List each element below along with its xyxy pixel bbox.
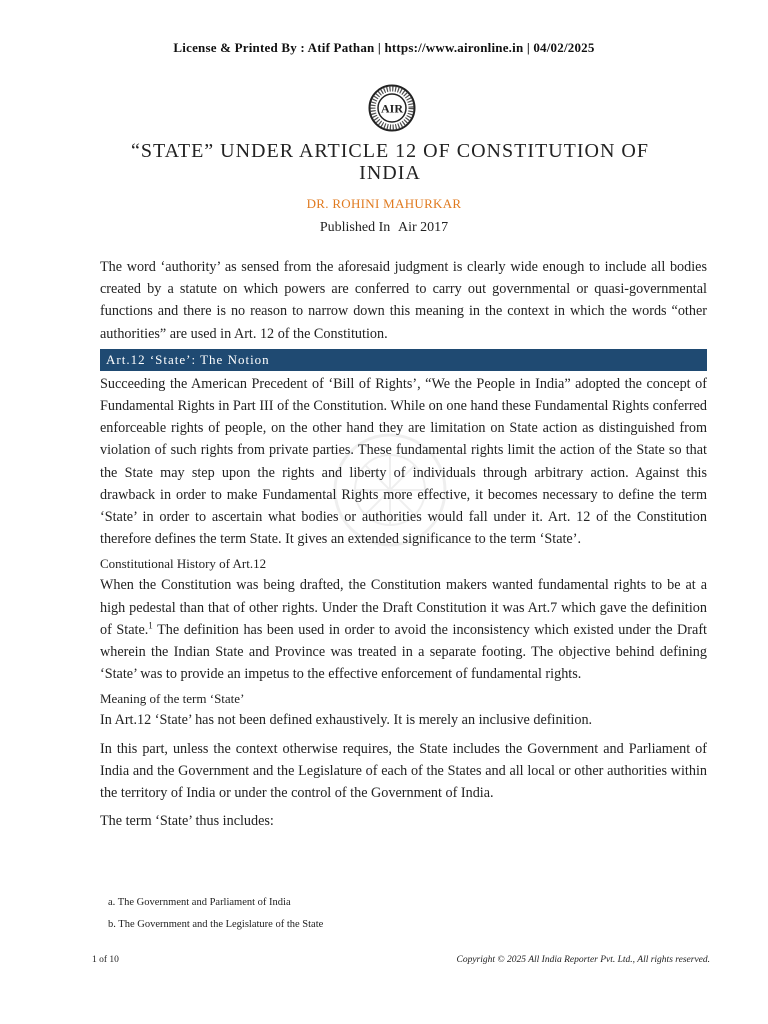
- logo-text: AIR: [380, 101, 404, 116]
- paragraph-definition: In this part, unless the context otherwise requires, the State includes the Government and Parliament of India and the Government and the Legislature of each of the States and all local or other authorities within the territory of India or under the control of the Government of India.: [100, 740, 707, 802]
- published-in: [0, 220, 768, 236]
- section-heading-banner: Art.12 ‘State’: The Notion: [100, 349, 707, 371]
- page-number: 1 of 10: [92, 955, 119, 965]
- paragraph-includes: The term ‘State’ thus includes:: [100, 813, 274, 830]
- article-body: [100, 256, 707, 832]
- paragraph-notion: Succeeding the American Precedent of ‘Bill of Rights’, “We the People in India” adopted the concept of Fundamental Rights in Part III of the Constitution. While on one hand these Fundamental Rights conferred enforceable rights of people, on the other hand they are limitation on State action as distinguished from violation of such rights from private parties. These fundamental rights limit the action of the State so that the State may step upon the rights and liberty of individuals through arbitrary action. Against this drawback in order to make Fundamental Rights more effective, it becomes necessary to define the term ‘State’ in order to ascertain what bodies or authorities would fall under it. Art. 12 of the Constitution therefore defines the term State. It gives an extended significance to the term ‘State’.: [100, 375, 707, 548]
- paragraph-history: When the Constitution was being drafted, the Constitution makers wanted fundamental rights to be at a high pedestal than that of other rights. Under the Draft Constitution it was Art.7 which gave the definition of State.$^1$ The definition has been used in order to avoid the inconsistency which existed under the Draft wherein the Indian State and Province was treated in a separate footing. The objective behind defining ‘State’ was to provide an impetus to the effective enforcement of fundamental rights.: [100, 577, 707, 683]
- intro-paragraph: The word ‘authority’ as sensed from the aforesaid judgment is clearly wide enough to include all bodies created by a statute on which powers are conferred to carry out governmental or quasi-governmental functions and there is no reason to narrow down this meaning in the context in which the words “other authorities” are used in Art. 12 of the Constitution.: [100, 259, 707, 342]
- paragraph-meaning: In Art.12 ‘State’ has not been defined exhaustively. It is merely an inclusive definition.: [100, 712, 593, 729]
- list-item: b. The Government and the Legislature of the State: [108, 919, 324, 930]
- published-label: Published In: [319, 220, 391, 235]
- license-header: License & Printed By : Atif Pathan | https://www.aironline.in | 04/02/2025: [173, 40, 595, 55]
- article-title: “STATE” UNDER ARTICLE 12 OF CONSTITUTION OF INDIA: [131, 140, 649, 184]
- air-logo-icon: [368, 84, 416, 132]
- footnote-ref[interactable]: 1: [148, 620, 153, 631]
- subheading-history: Constitutional History of Art.12: [100, 556, 267, 572]
- includes-list: [108, 892, 608, 936]
- subheading-meaning: Meaning of the term ‘State’: [100, 691, 245, 707]
- author-name: DR. ROHINI MAHURKAR: [306, 196, 462, 211]
- published-value: Air 2017: [397, 220, 449, 235]
- list-item: a. The Government and Parliament of India: [108, 897, 291, 908]
- copyright-notice: Copyright © 2025 All India Reporter Pvt. Ltd., All rights reserved.: [456, 955, 710, 965]
